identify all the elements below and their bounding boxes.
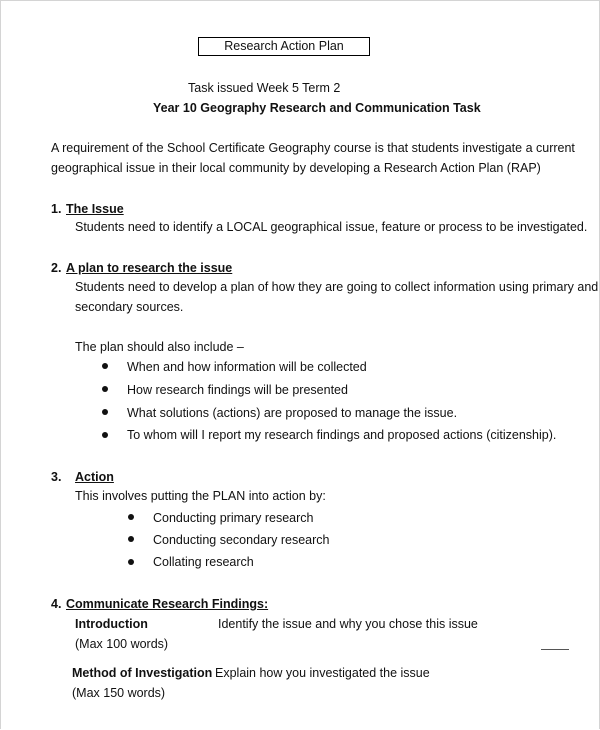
introduction-description: Identify the issue and why you chose this issue [218,617,478,631]
list-item: Conducting secondary research [153,533,330,547]
section-2-include-intro: The plan should also include – [75,340,244,354]
section-2-text-line-1: Students need to develop a plan of how they are going to collect information using primary and [75,280,599,294]
list-item: To whom will I report my research findings and proposed actions (citizenship). [127,428,557,442]
bullet-icon [102,363,108,369]
section-2-text-line-2: secondary sources. [75,300,184,314]
document-title-box: Research Action Plan [198,37,370,56]
document-subtitle: Year 10 Geography Research and Communication Task [153,101,481,115]
intro-paragraph-line-2: geographical issue in their local community by developing a Research Action Plan (RAP) [51,161,541,175]
bullet-icon [102,409,108,415]
task-issued: Task issued Week 5 Term 2 [188,81,341,95]
introduction-label: Introduction [75,617,148,631]
section-3-text: This involves putting the PLAN into action by: [75,489,326,503]
introduction-word-limit: (Max 100 words) [75,637,169,651]
method-description: Explain how you investigated the issue [215,666,430,680]
method-word-limit: (Max 150 words) [72,686,166,700]
section-1-text: Students need to identify a LOCAL geographical issue, feature or process to be investigated. [75,220,588,234]
list-item: Collating research [153,555,254,569]
section-4-number: 4. [51,597,62,611]
section-3-number: 3. [51,470,62,484]
section-4-heading: Communicate Research Findings: [66,597,269,611]
section-2-number: 2. [51,261,62,275]
bullet-icon [128,559,134,565]
method-label: Method of Investigation [72,666,213,680]
section-2-heading: A plan to research the issue [66,261,233,275]
list-item: When and how information will be collected [127,360,367,374]
bullet-icon [128,536,134,542]
divider [541,649,569,650]
section-1-heading: The Issue [66,202,124,216]
bullet-icon [102,386,108,392]
section-3-heading: Action [75,470,114,484]
bullet-icon [102,432,108,438]
list-item: Conducting primary research [153,511,314,525]
list-item: How research findings will be presented [127,383,348,397]
intro-paragraph-line-1: A requirement of the School Certificate Geography course is that students investigate a current [51,141,575,155]
bullet-icon [128,514,134,520]
section-1-number: 1. [51,202,62,216]
list-item: What solutions (actions) are proposed to manage the issue. [127,406,458,420]
